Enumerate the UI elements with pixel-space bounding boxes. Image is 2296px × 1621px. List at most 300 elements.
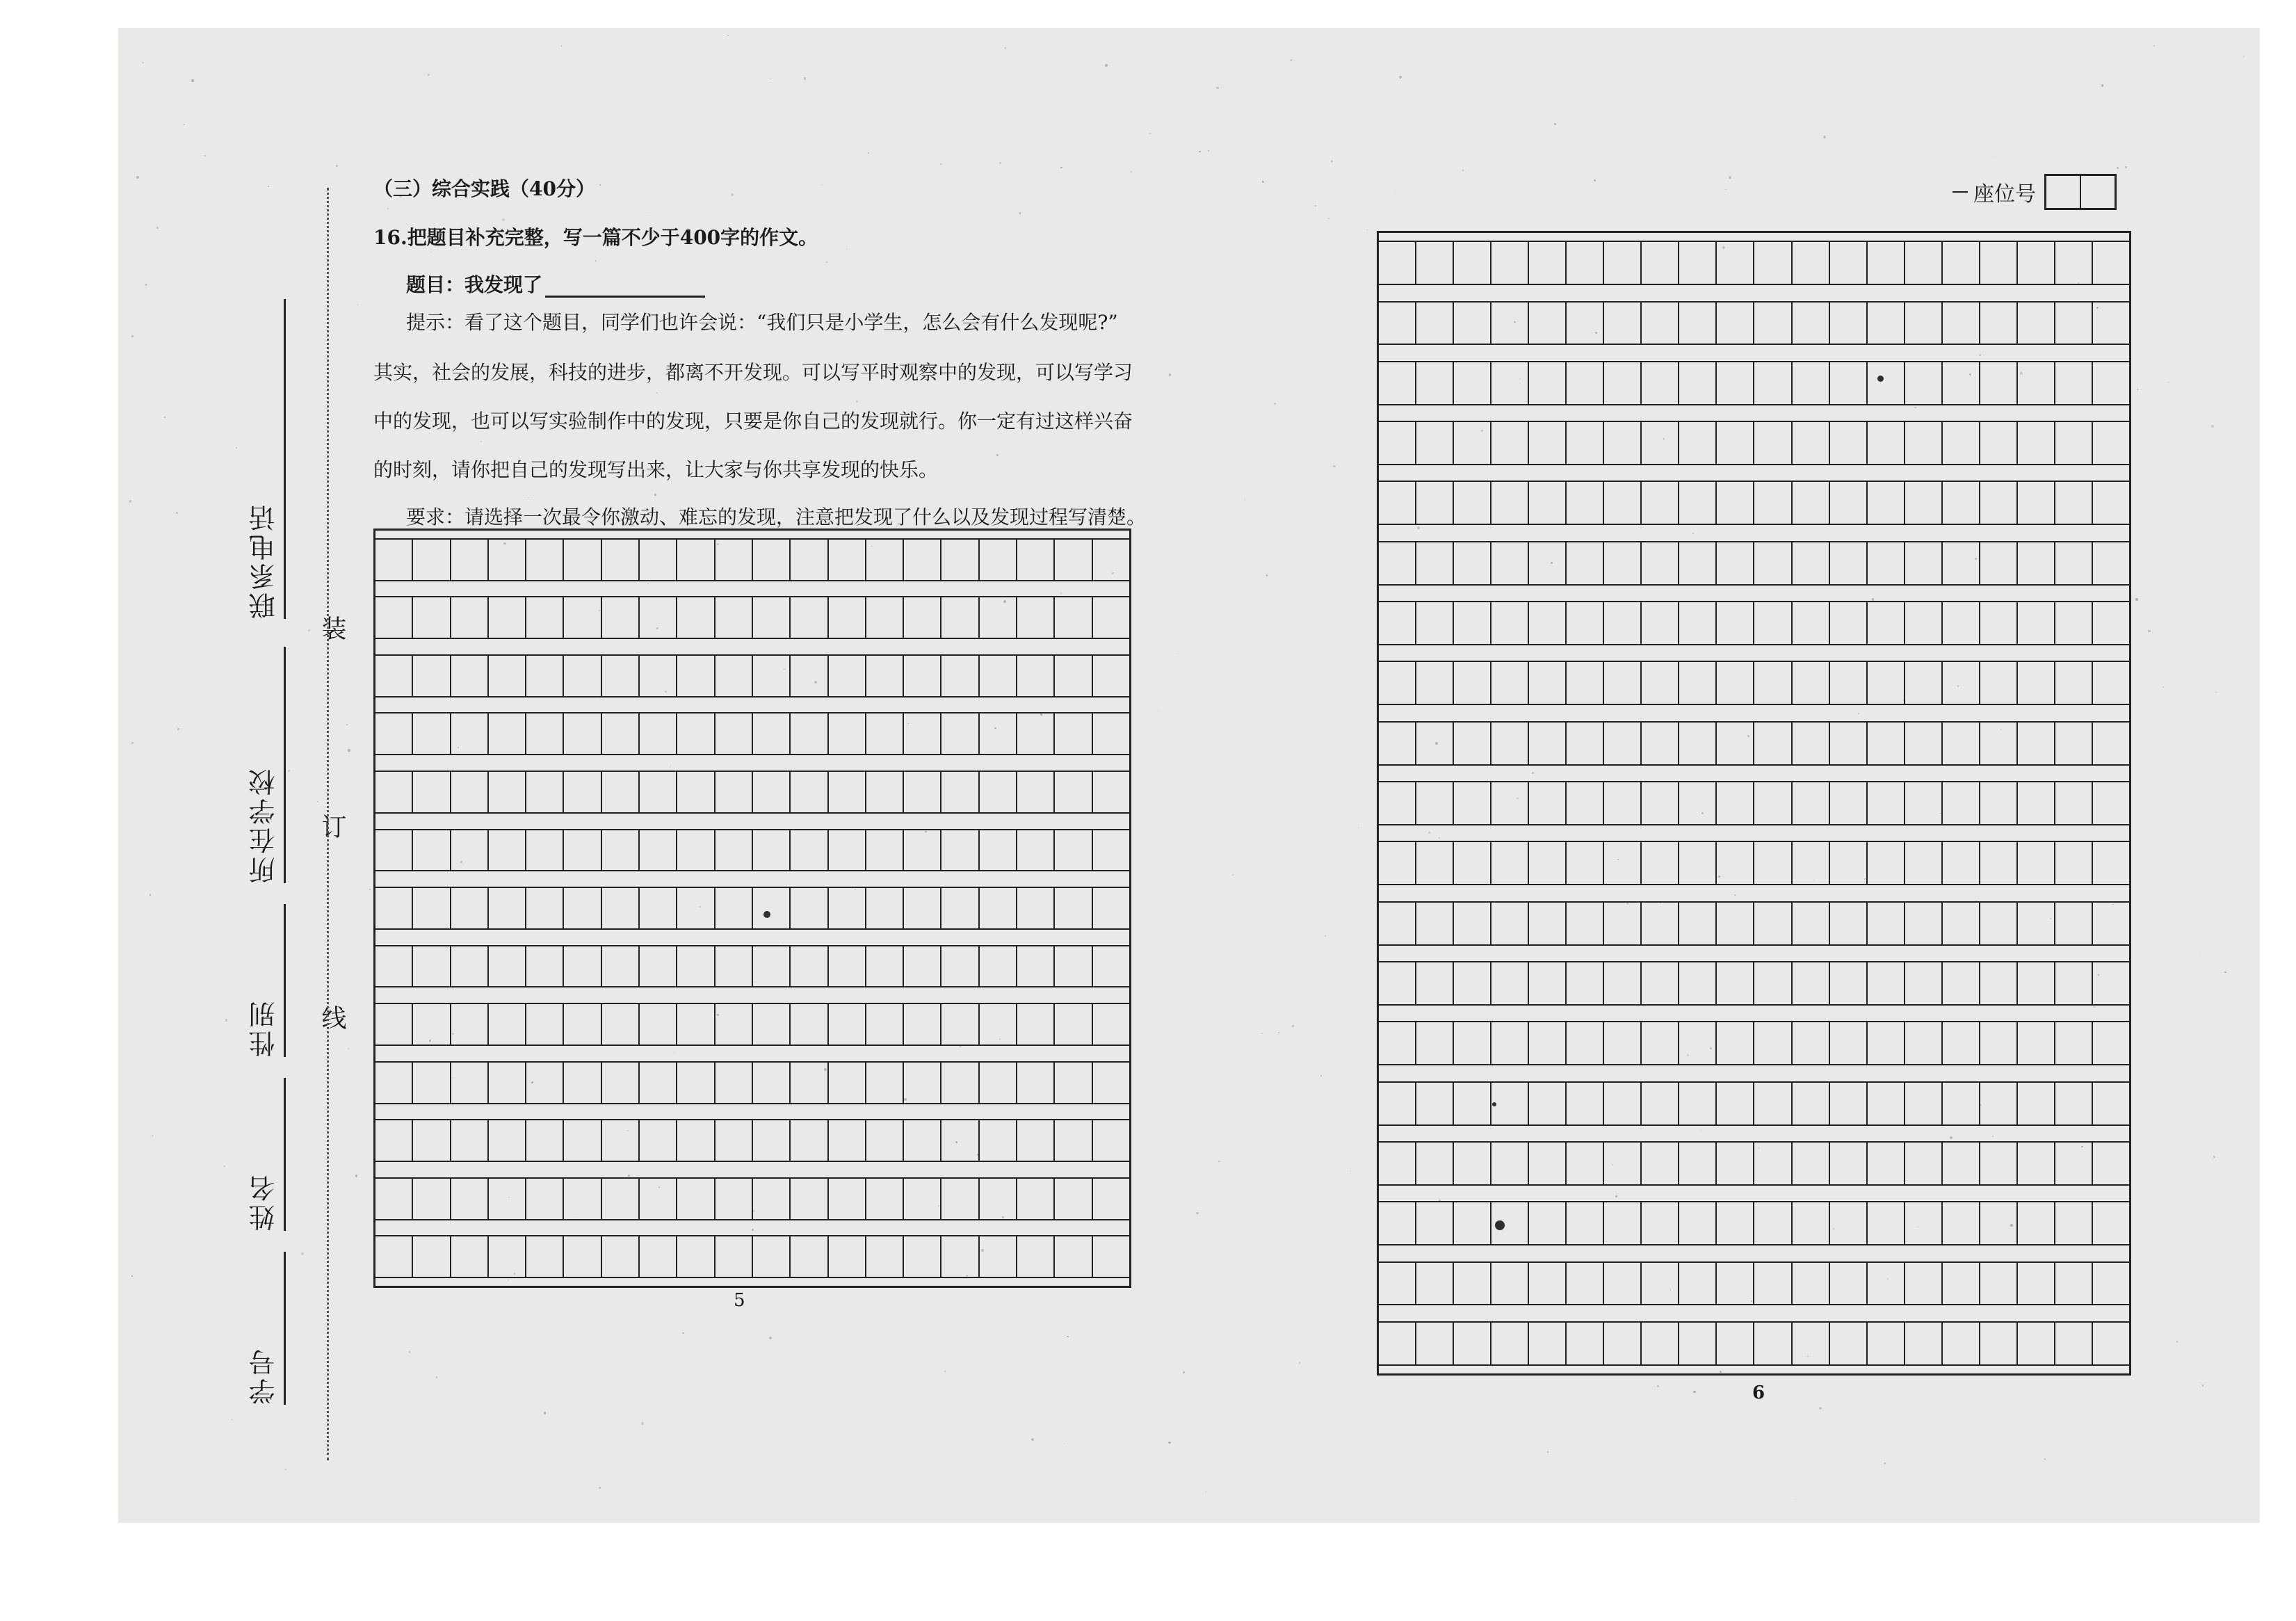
grid-cell[interactable] xyxy=(1565,903,1603,944)
grid-cell[interactable] xyxy=(1753,662,1790,704)
grid-cell[interactable] xyxy=(676,1004,713,1045)
grid-cell[interactable] xyxy=(1453,602,1490,644)
grid-cell[interactable] xyxy=(752,656,789,696)
grid-cell[interactable] xyxy=(1092,888,1129,928)
grid-cell[interactable] xyxy=(978,597,1016,638)
grid-cell[interactable] xyxy=(1565,1202,1603,1244)
grid-cell[interactable] xyxy=(1791,1143,1829,1184)
grid-cell[interactable] xyxy=(1640,242,1678,284)
grid-cell[interactable] xyxy=(1866,482,1904,524)
grid-cell[interactable] xyxy=(601,1120,638,1161)
grid-cell[interactable] xyxy=(1379,962,1415,1004)
grid-cell[interactable] xyxy=(525,1179,563,1219)
grid-cell[interactable] xyxy=(1866,1143,1904,1184)
grid-cell[interactable] xyxy=(1866,842,1904,884)
grid-cell[interactable] xyxy=(1053,1063,1091,1103)
grid-cell[interactable] xyxy=(1715,1022,1753,1064)
grid-cell[interactable] xyxy=(1379,602,1415,644)
grid-cell[interactable] xyxy=(1866,1022,1904,1064)
grid-cell[interactable] xyxy=(1379,303,1415,344)
grid-cell[interactable] xyxy=(978,656,1016,696)
grid-cell[interactable] xyxy=(903,1179,940,1219)
grid-cell[interactable] xyxy=(1904,422,1941,464)
grid-cell[interactable] xyxy=(638,1179,676,1219)
grid-cell[interactable] xyxy=(676,656,713,696)
grid-cell[interactable] xyxy=(638,1120,676,1161)
grid-cell[interactable] xyxy=(1904,1083,1941,1124)
grid-cell[interactable] xyxy=(940,946,978,987)
grid-cell[interactable] xyxy=(2016,662,2054,704)
grid-cell[interactable] xyxy=(865,1179,903,1219)
grid-cell[interactable] xyxy=(940,540,978,580)
grid-cell[interactable] xyxy=(940,713,978,754)
grid-cell[interactable] xyxy=(412,713,449,754)
grid-cell[interactable] xyxy=(412,1179,449,1219)
grid-cell[interactable] xyxy=(1904,1202,1941,1244)
grid-cell[interactable] xyxy=(1791,1083,1829,1124)
grid-cell[interactable] xyxy=(1829,903,1866,944)
grid-cell[interactable] xyxy=(978,713,1016,754)
grid-cell[interactable] xyxy=(1453,903,1490,944)
grid-cell[interactable] xyxy=(1829,723,1866,764)
grid-cell[interactable] xyxy=(2054,662,2092,704)
grid-cell[interactable] xyxy=(525,1236,563,1277)
grid-cell[interactable] xyxy=(1829,602,1866,644)
grid-cell[interactable] xyxy=(1678,1323,1715,1364)
grid-cell[interactable] xyxy=(714,713,752,754)
grid-cell[interactable] xyxy=(638,888,676,928)
grid-cell[interactable] xyxy=(1415,542,1453,584)
grid-cell[interactable] xyxy=(1979,1202,2016,1244)
grid-cell[interactable] xyxy=(1565,1022,1603,1064)
grid-cell[interactable] xyxy=(525,830,563,871)
grid-cell[interactable] xyxy=(375,1004,412,1045)
grid-cell[interactable] xyxy=(1053,830,1091,871)
grid-cell[interactable] xyxy=(714,1179,752,1219)
grid-cell[interactable] xyxy=(2016,1022,2054,1064)
grid-cell[interactable] xyxy=(1904,1263,1941,1305)
grid-cell[interactable] xyxy=(789,656,827,696)
field-phone[interactable] xyxy=(249,299,286,619)
grid-cell[interactable] xyxy=(2054,723,2092,764)
grid-cell[interactable] xyxy=(2016,962,2054,1004)
grid-cell[interactable] xyxy=(450,713,487,754)
grid-cell[interactable] xyxy=(1866,242,1904,284)
grid-cell[interactable] xyxy=(487,540,525,580)
grid-cell[interactable] xyxy=(487,1004,525,1045)
grid-cell[interactable] xyxy=(1791,1202,1829,1244)
grid-cell[interactable] xyxy=(1016,946,1053,987)
grid-cell[interactable] xyxy=(903,946,940,987)
grid-cell[interactable] xyxy=(1678,1263,1715,1305)
grid-cell[interactable] xyxy=(1791,962,1829,1004)
grid-cell[interactable] xyxy=(601,713,638,754)
grid-cell[interactable] xyxy=(2016,303,2054,344)
grid-cell[interactable] xyxy=(1678,1083,1715,1124)
grid-cell[interactable] xyxy=(487,656,525,696)
grid-cell[interactable] xyxy=(714,946,752,987)
field-name[interactable] xyxy=(249,1078,286,1231)
grid-cell[interactable] xyxy=(714,1063,752,1103)
grid-cell[interactable] xyxy=(1415,723,1453,764)
grid-cell[interactable] xyxy=(789,1120,827,1161)
grid-cell[interactable] xyxy=(1866,1323,1904,1364)
grid-cell[interactable] xyxy=(1603,842,1640,884)
grid-cell[interactable] xyxy=(1453,482,1490,524)
grid-cell[interactable] xyxy=(752,830,789,871)
grid-cell[interactable] xyxy=(1753,242,1790,284)
grid-cell[interactable] xyxy=(1753,1202,1790,1244)
grid-cell[interactable] xyxy=(412,1004,449,1045)
grid-cell[interactable] xyxy=(676,888,713,928)
grid-cell[interactable] xyxy=(1829,1022,1866,1064)
grid-cell[interactable] xyxy=(1640,962,1678,1004)
grid-cell[interactable] xyxy=(487,772,525,812)
grid-cell[interactable] xyxy=(1092,1063,1129,1103)
grid-cell[interactable] xyxy=(638,772,676,812)
grid-cell[interactable] xyxy=(752,888,789,928)
grid-cell[interactable] xyxy=(1565,1263,1603,1305)
grid-cell[interactable] xyxy=(1528,962,1565,1004)
grid-cell[interactable] xyxy=(1715,903,1753,944)
grid-cell[interactable] xyxy=(1678,662,1715,704)
grid-cell[interactable] xyxy=(1866,962,1904,1004)
grid-cell[interactable] xyxy=(940,1179,978,1219)
grid-cell[interactable] xyxy=(1565,242,1603,284)
grid-cell[interactable] xyxy=(1715,542,1753,584)
grid-cell[interactable] xyxy=(1603,903,1640,944)
grid-cell[interactable] xyxy=(1016,1179,1053,1219)
grid-cell[interactable] xyxy=(1829,242,1866,284)
grid-cell[interactable] xyxy=(1528,1323,1565,1364)
grid-cell[interactable] xyxy=(865,888,903,928)
grid-cell[interactable] xyxy=(1979,362,2016,404)
grid-cell[interactable] xyxy=(1528,1083,1565,1124)
grid-cell[interactable] xyxy=(525,540,563,580)
grid-cell[interactable] xyxy=(903,713,940,754)
grid-cell[interactable] xyxy=(1603,723,1640,764)
grid-cell[interactable] xyxy=(1453,1323,1490,1364)
grid-cell[interactable] xyxy=(1979,782,2016,824)
grid-cell[interactable] xyxy=(1753,962,1790,1004)
grid-cell[interactable] xyxy=(1379,482,1415,524)
grid-cell[interactable] xyxy=(978,1179,1016,1219)
grid-cell[interactable] xyxy=(2016,1083,2054,1124)
grid-cell[interactable] xyxy=(1979,1323,2016,1364)
grid-cell[interactable] xyxy=(978,830,1016,871)
grid-cell[interactable] xyxy=(676,1236,713,1277)
grid-cell[interactable] xyxy=(2054,542,2092,584)
grid-cell[interactable] xyxy=(487,1120,525,1161)
grid-cell[interactable] xyxy=(2016,482,2054,524)
grid-cell[interactable] xyxy=(1453,723,1490,764)
grid-cell[interactable] xyxy=(1379,362,1415,404)
grid-cell[interactable] xyxy=(1415,1022,1453,1064)
grid-cell[interactable] xyxy=(1565,1083,1603,1124)
grid-cell[interactable] xyxy=(1053,1236,1091,1277)
grid-cell[interactable] xyxy=(1415,1143,1453,1184)
grid-cell[interactable] xyxy=(1453,782,1490,824)
grid-cell[interactable] xyxy=(1866,1083,1904,1124)
grid-cell[interactable] xyxy=(789,1063,827,1103)
grid-cell[interactable] xyxy=(1603,1263,1640,1305)
grid-cell[interactable] xyxy=(789,1004,827,1045)
grid-cell[interactable] xyxy=(1053,713,1091,754)
grid-cell[interactable] xyxy=(714,772,752,812)
grid-cell[interactable] xyxy=(1829,962,1866,1004)
grid-cell[interactable] xyxy=(1640,782,1678,824)
grid-cell[interactable] xyxy=(1829,842,1866,884)
grid-cell[interactable] xyxy=(601,772,638,812)
grid-cell[interactable] xyxy=(1678,962,1715,1004)
grid-cell[interactable] xyxy=(525,713,563,754)
grid-cell[interactable] xyxy=(1092,1004,1129,1045)
grid-cell[interactable] xyxy=(1829,1263,1866,1305)
grid-cell[interactable] xyxy=(2016,782,2054,824)
grid-cell[interactable] xyxy=(903,656,940,696)
grid-cell[interactable] xyxy=(1866,662,1904,704)
grid-cell[interactable] xyxy=(601,888,638,928)
grid-cell[interactable] xyxy=(714,1004,752,1045)
grid-cell[interactable] xyxy=(2054,602,2092,644)
grid-cell[interactable] xyxy=(1528,482,1565,524)
grid-cell[interactable] xyxy=(375,1063,412,1103)
grid-cell[interactable] xyxy=(1016,713,1053,754)
grid-cell[interactable] xyxy=(714,656,752,696)
grid-cell[interactable] xyxy=(2092,1083,2129,1124)
grid-cell[interactable] xyxy=(714,597,752,638)
grid-cell[interactable] xyxy=(1415,1083,1453,1124)
grid-cell[interactable] xyxy=(714,830,752,871)
grid-cell[interactable] xyxy=(2092,422,2129,464)
grid-cell[interactable] xyxy=(1379,1323,1415,1364)
grid-cell[interactable] xyxy=(676,1179,713,1219)
grid-cell[interactable] xyxy=(827,1179,865,1219)
grid-cell[interactable] xyxy=(865,1063,903,1103)
grid-cell[interactable] xyxy=(1528,842,1565,884)
grid-cell[interactable] xyxy=(2092,362,2129,404)
grid-cell[interactable] xyxy=(1453,962,1490,1004)
grid-cell[interactable] xyxy=(2092,482,2129,524)
grid-cell[interactable] xyxy=(1640,362,1678,404)
grid-cell[interactable] xyxy=(1092,1236,1129,1277)
grid-cell[interactable] xyxy=(1016,656,1053,696)
grid-cell[interactable] xyxy=(1866,422,1904,464)
grid-cell[interactable] xyxy=(1016,1120,1053,1161)
grid-cell[interactable] xyxy=(1415,482,1453,524)
grid-cell[interactable] xyxy=(1791,422,1829,464)
grid-cell[interactable] xyxy=(1565,962,1603,1004)
grid-cell[interactable] xyxy=(1490,1083,1528,1124)
grid-cell[interactable] xyxy=(1640,303,1678,344)
grid-cell[interactable] xyxy=(563,1004,600,1045)
grid-cell[interactable] xyxy=(978,1120,1016,1161)
grid-cell[interactable] xyxy=(1979,1022,2016,1064)
grid-cell[interactable] xyxy=(1791,842,1829,884)
grid-cell[interactable] xyxy=(752,713,789,754)
grid-cell[interactable] xyxy=(1453,1143,1490,1184)
grid-cell[interactable] xyxy=(2054,362,2092,404)
field-school[interactable] xyxy=(249,647,286,883)
grid-cell[interactable] xyxy=(1415,1323,1453,1364)
grid-cell[interactable] xyxy=(1565,542,1603,584)
grid-cell[interactable] xyxy=(1904,782,1941,824)
grid-cell[interactable] xyxy=(1092,540,1129,580)
grid-cell[interactable] xyxy=(752,1236,789,1277)
grid-cell[interactable] xyxy=(2016,602,2054,644)
grid-cell[interactable] xyxy=(1603,422,1640,464)
grid-cell[interactable] xyxy=(827,1063,865,1103)
grid-cell[interactable] xyxy=(676,1063,713,1103)
grid-cell[interactable] xyxy=(1016,1004,1053,1045)
grid-cell[interactable] xyxy=(865,1120,903,1161)
grid-cell[interactable] xyxy=(487,1236,525,1277)
grid-cell[interactable] xyxy=(1753,1083,1790,1124)
grid-cell[interactable] xyxy=(903,597,940,638)
grid-cell[interactable] xyxy=(1640,723,1678,764)
grid-cell[interactable] xyxy=(676,597,713,638)
grid-cell[interactable] xyxy=(2092,1022,2129,1064)
grid-cell[interactable] xyxy=(450,1236,487,1277)
grid-cell[interactable] xyxy=(1640,1143,1678,1184)
grid-cell[interactable] xyxy=(1640,1022,1678,1064)
grid-cell[interactable] xyxy=(1979,422,2016,464)
grid-cell[interactable] xyxy=(1453,422,1490,464)
grid-cell[interactable] xyxy=(1092,597,1129,638)
grid-cell[interactable] xyxy=(563,597,600,638)
grid-cell[interactable] xyxy=(865,713,903,754)
grid-cell[interactable] xyxy=(1016,1236,1053,1277)
grid-cell[interactable] xyxy=(1829,542,1866,584)
grid-cell[interactable] xyxy=(487,597,525,638)
grid-cell[interactable] xyxy=(563,713,600,754)
grid-cell[interactable] xyxy=(1379,1143,1415,1184)
grid-cell[interactable] xyxy=(1092,656,1129,696)
grid-cell[interactable] xyxy=(1941,303,1979,344)
grid-cell[interactable] xyxy=(1453,362,1490,404)
grid-cell[interactable] xyxy=(827,656,865,696)
grid-cell[interactable] xyxy=(1490,542,1528,584)
grid-cell[interactable] xyxy=(525,1063,563,1103)
grid-cell[interactable] xyxy=(1490,842,1528,884)
grid-cell[interactable] xyxy=(1415,303,1453,344)
grid-cell[interactable] xyxy=(752,946,789,987)
grid-cell[interactable] xyxy=(2054,1143,2092,1184)
grid-cell[interactable] xyxy=(1904,962,1941,1004)
grid-cell[interactable] xyxy=(1603,662,1640,704)
grid-cell[interactable] xyxy=(1941,1143,1979,1184)
grid-cell[interactable] xyxy=(789,540,827,580)
grid-cell[interactable] xyxy=(1565,362,1603,404)
grid-cell[interactable] xyxy=(2016,1323,2054,1364)
grid-cell[interactable] xyxy=(789,713,827,754)
grid-cell[interactable] xyxy=(752,772,789,812)
grid-cell[interactable] xyxy=(1791,1323,1829,1364)
field-student-id[interactable] xyxy=(249,1252,286,1405)
grid-cell[interactable] xyxy=(601,946,638,987)
grid-cell[interactable] xyxy=(450,1120,487,1161)
grid-cell[interactable] xyxy=(1791,903,1829,944)
grid-cell[interactable] xyxy=(563,1063,600,1103)
grid-cell[interactable] xyxy=(1490,602,1528,644)
grid-cell[interactable] xyxy=(450,597,487,638)
grid-cell[interactable] xyxy=(940,1004,978,1045)
grid-cell[interactable] xyxy=(1092,830,1129,871)
grid-cell[interactable] xyxy=(789,888,827,928)
grid-cell[interactable] xyxy=(1528,362,1565,404)
grid-cell[interactable] xyxy=(2054,242,2092,284)
grid-cell[interactable] xyxy=(1640,602,1678,644)
grid-cell[interactable] xyxy=(1016,1063,1053,1103)
grid-cell[interactable] xyxy=(1528,422,1565,464)
grid-cell[interactable] xyxy=(601,656,638,696)
grid-cell[interactable] xyxy=(865,1004,903,1045)
grid-cell[interactable] xyxy=(450,1063,487,1103)
grid-cell[interactable] xyxy=(1941,782,1979,824)
grid-cell[interactable] xyxy=(638,713,676,754)
grid-cell[interactable] xyxy=(903,1063,940,1103)
grid-cell[interactable] xyxy=(1528,662,1565,704)
grid-cell[interactable] xyxy=(1053,656,1091,696)
grid-cell[interactable] xyxy=(1490,422,1528,464)
grid-cell[interactable] xyxy=(1829,362,1866,404)
grid-cell[interactable] xyxy=(1490,242,1528,284)
grid-cell[interactable] xyxy=(1941,1083,1979,1124)
grid-cell[interactable] xyxy=(2016,542,2054,584)
grid-cell[interactable] xyxy=(903,540,940,580)
grid-cell[interactable] xyxy=(1678,1143,1715,1184)
grid-cell[interactable] xyxy=(978,540,1016,580)
grid-cell[interactable] xyxy=(563,540,600,580)
grid-cell[interactable] xyxy=(1791,782,1829,824)
grid-cell[interactable] xyxy=(1753,542,1790,584)
grid-cell[interactable] xyxy=(1979,242,2016,284)
grid-cell[interactable] xyxy=(1979,303,2016,344)
grid-cell[interactable] xyxy=(903,1004,940,1045)
grid-cell[interactable] xyxy=(1678,782,1715,824)
grid-cell[interactable] xyxy=(2054,1323,2092,1364)
grid-cell[interactable] xyxy=(1715,782,1753,824)
grid-cell[interactable] xyxy=(1829,1323,1866,1364)
composition-grid-right[interactable] xyxy=(1377,231,2131,1376)
grid-cell[interactable] xyxy=(1941,1263,1979,1305)
grid-cell[interactable] xyxy=(1715,242,1753,284)
grid-cell[interactable] xyxy=(1603,362,1640,404)
grid-cell[interactable] xyxy=(487,713,525,754)
topic-blank-field[interactable] xyxy=(545,275,705,298)
grid-cell[interactable] xyxy=(450,888,487,928)
grid-cell[interactable] xyxy=(2054,1263,2092,1305)
grid-cell[interactable] xyxy=(1715,1323,1753,1364)
grid-cell[interactable] xyxy=(1979,662,2016,704)
grid-cell[interactable] xyxy=(1016,830,1053,871)
grid-cell[interactable] xyxy=(1053,1179,1091,1219)
field-gender[interactable] xyxy=(249,904,286,1057)
grid-cell[interactable] xyxy=(2016,1263,2054,1305)
grid-cell[interactable] xyxy=(1453,662,1490,704)
grid-cell[interactable] xyxy=(2092,1143,2129,1184)
grid-cell[interactable] xyxy=(2092,1263,2129,1305)
grid-cell[interactable] xyxy=(1904,242,1941,284)
grid-cell[interactable] xyxy=(1715,422,1753,464)
grid-cell[interactable] xyxy=(1941,1323,1979,1364)
grid-cell[interactable] xyxy=(1791,242,1829,284)
grid-cell[interactable] xyxy=(2054,842,2092,884)
grid-cell[interactable] xyxy=(1092,946,1129,987)
grid-cell[interactable] xyxy=(1053,946,1091,987)
grid-cell[interactable] xyxy=(1866,723,1904,764)
grid-cell[interactable] xyxy=(1415,962,1453,1004)
